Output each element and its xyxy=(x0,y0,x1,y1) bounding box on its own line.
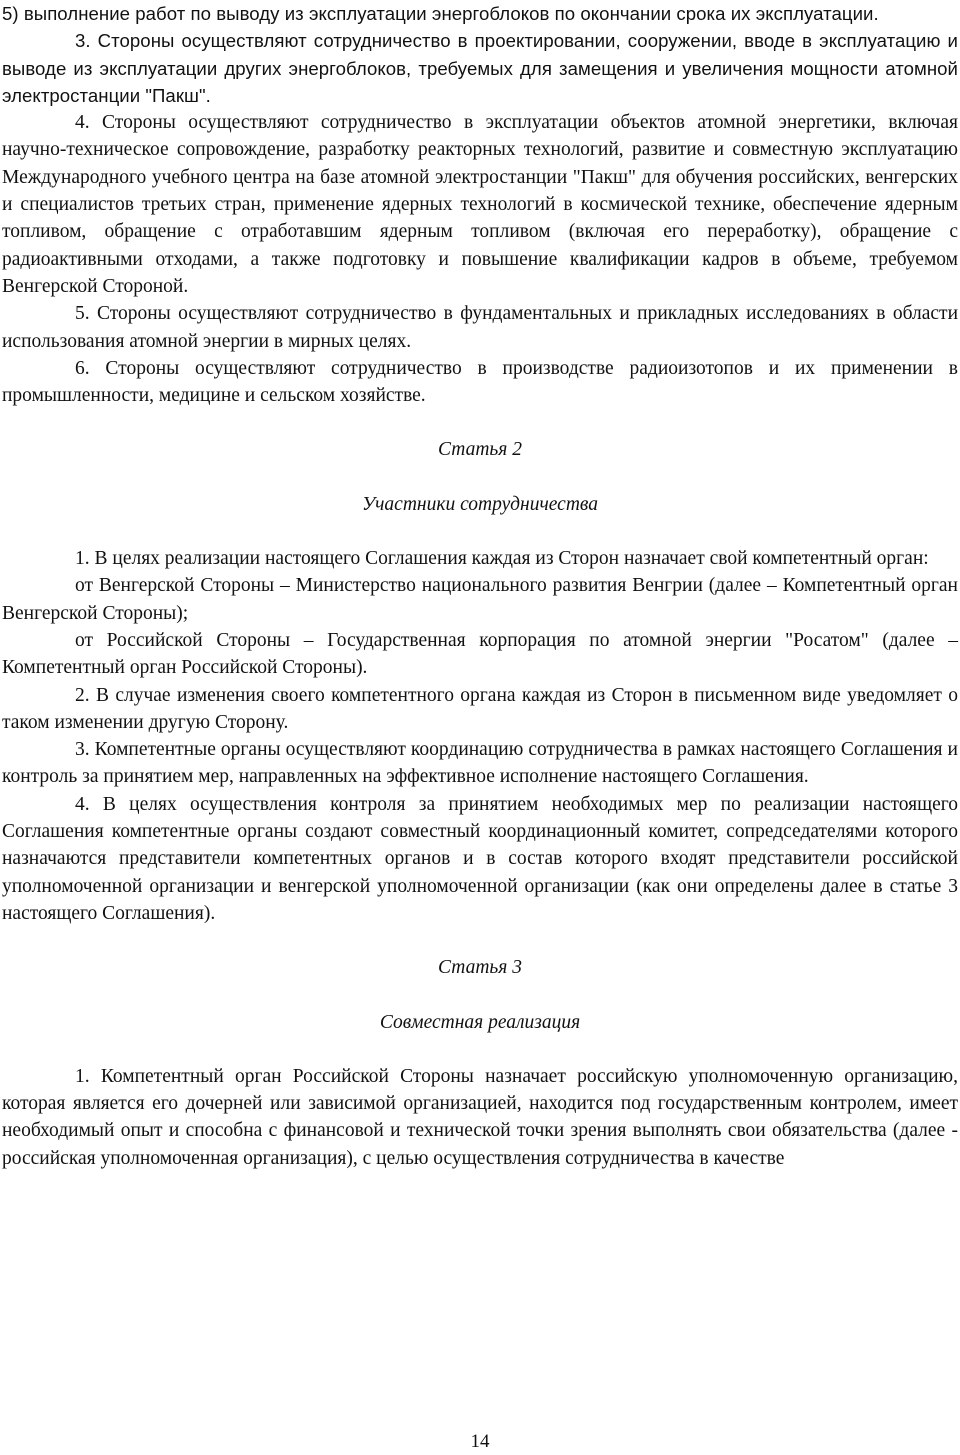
document-page xyxy=(2,0,958,1172)
article-2-title: Участники сотрудничества xyxy=(362,493,598,515)
paragraph-3: 3. Стороны осуществляют сотрудничество в проектировании, сооружении, вводе в эксплуатацию и выводе из эксплуатации других энергоблоков, требуемых для замещения и увеличения мощности атомной электростанции "Пакш". xyxy=(2,30,958,106)
paragraph-5: 5. Стороны осуществляют сотрудничество в фундаментальных и прикладных исследованиях в области использования атомной энергии в мирных целях. xyxy=(2,303,958,352)
article-2-hungarian-body: от Венгерской Стороны – Министерство национального развития Венгрии (далее – Компетентный орган Венгерской Стороны); xyxy=(2,575,958,624)
page-number: 14 xyxy=(470,1431,490,1452)
paragraph-item-5: 5) выполнение работ по выводу из эксплуатации энергоблоков по окончании срока их эксплуатации. xyxy=(2,3,879,24)
article-3-title: Совместная реализация xyxy=(379,1011,581,1033)
paragraph-6: 6. Стороны осуществляют сотрудничество в производстве радиоизотопов и их применении в промышленности, медицине и сельском хозяйстве. xyxy=(2,357,958,407)
article-2-paragraph-1: 1. В целях реализации настоящего Соглашения каждая из Сторон назначает свой компетентный орган: xyxy=(75,548,929,570)
article-2-paragraph-2: 2. В случае изменения своего компетентного органа каждая из Сторон в письменном виде уведомляет о таком изменении другую Сторону. xyxy=(2,684,958,733)
article-2-number: Статья 2 xyxy=(438,439,522,461)
paragraph-4: 4. Стороны осуществляют сотрудничество в эксплуатации объектов атомной энергетики, включая научно-техническое сопровождение, разработку реакторных технологий, развитие и совместную эксплуатацию Международного учебного центра на базе атомной электростанции "Пакш" для обучения российских, венгерских и специалистов третьих стран, применение ядерных технологий в космической технике, обеспечение ядерным топливом, обращение с отработавшим ядерным топливом (включая его переработку), обращение с радиоактивными отходами, а также подготовку и повышение квалификации кадров в объеме, требуемом Венгерской Стороной. xyxy=(2,112,958,297)
article-3-number: Статья 3 xyxy=(438,957,522,979)
article-2-paragraph-3: 3. Компетентные органы осуществляют координацию сотрудничества в рамках настоящего Соглашения и контроль за принятием мер, направленных на эффективное исполнение настоящего Соглашения. xyxy=(2,739,958,788)
article-3-paragraph-1: 1. Компетентный орган Российской Стороны назначает российскую уполномоченную организацию, которая является его дочерней или зависимой организацией, находится под государственным контролем, имеет необходимый опыт и способна с финансовой и технической точки зрения выполнять свои обязательства (далее - российская уполномоченная организация), с целью осуществления сотрудничества в качестве xyxy=(2,1065,958,1169)
article-2-paragraph-4: 4. В целях осуществления контроля за принятием необходимых мер по реализации настоящего Соглашения компетентные органы создают совместный координационный комитет, сопредседателями которого назначаются представители компетентных органов и в состав которого входят представители российской уполномоченной организации и венгерской уполномоченной организации (как они определены далее в статье 3 настоящего Соглашения). xyxy=(2,793,958,924)
article-2-russian-body: от Российской Стороны – Государственная корпорация по атомной энергии "Росатом" (далее – Компетентный орган Российской Стороны). xyxy=(2,629,958,679)
